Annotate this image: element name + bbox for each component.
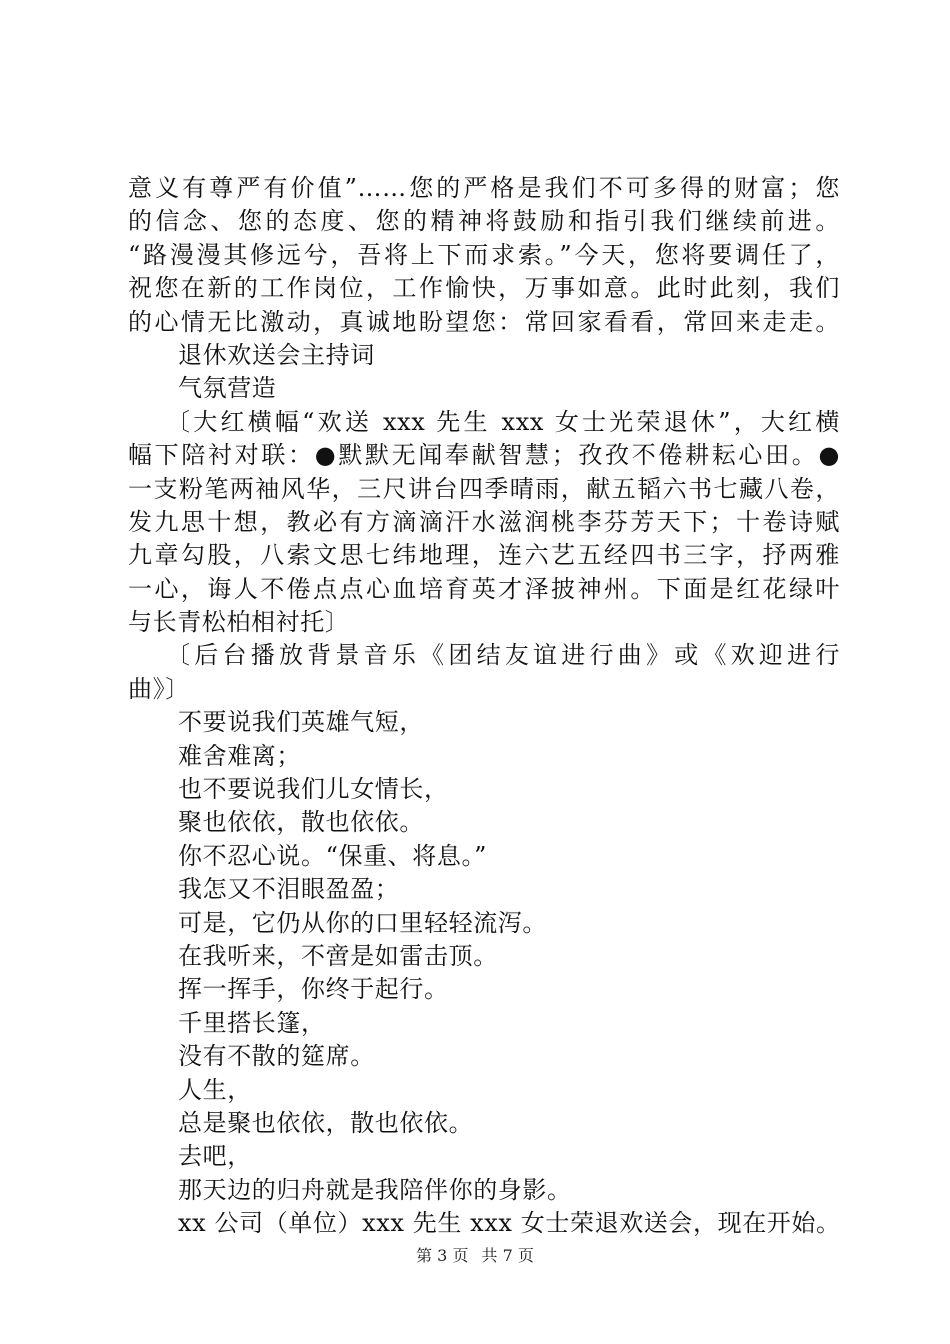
poem-line: 聚也依依，散也依依。 — [178, 808, 424, 837]
document-body — [128, 172, 840, 1241]
paragraph-line: 的信念、您的态度、您的精神将鼓励和指引我们继续前进。 — [128, 207, 840, 236]
paragraph-line: 一支粉笔两袖风华，三尺讲台四季晴雨，献五韬六书七藏八卷， — [128, 474, 840, 503]
poem-line: 也不要说我们儿女情长， — [178, 775, 449, 804]
page-footer — [0, 1243, 950, 1266]
poem-line: 难舍难离； — [178, 741, 301, 770]
poem-line: 千里搭长篷， — [178, 1008, 326, 1037]
poem-line: 去吧， — [178, 1142, 252, 1171]
paragraph-line: 九章勾股，八索文思七纬地理，连六艺五经四书三字，抒两雅 — [128, 541, 840, 570]
poem-line: 可是，它仍从你的口里轻轻流泻。 — [178, 908, 547, 937]
paragraph-line: 意义有尊严有价值”……您的严格是我们不可多得的财富；您 — [128, 174, 840, 202]
opening-announcement: xx 公司（单位）xxx 先生 xxx 女士荣退欢送会，现在开始。 — [178, 1209, 841, 1238]
poem-line: 在我听来，不啻是如雷击顶。 — [178, 941, 498, 970]
poem-line: 人生， — [178, 1075, 252, 1104]
page-total: 共 7 页 — [481, 1246, 534, 1265]
subsection-heading: 气氛营造 — [178, 374, 277, 403]
poem-line: 那天边的归舟就是我陪伴你的身影。 — [178, 1175, 572, 1204]
paragraph-line: 祝您在新的工作岗位，工作愉快，万事如意。此时此刻，我们 — [128, 274, 840, 303]
poem-line: 你不忍心说。“保重、将息。” — [178, 841, 487, 870]
poem-line: 我怎又不泪眼盈盈； — [178, 875, 400, 904]
poem-line: 挥一挥手，你终于起行。 — [178, 975, 449, 1004]
section-heading: 退休欢送会主持词 — [178, 340, 375, 369]
page-number: 第 3 页 — [416, 1246, 469, 1265]
paragraph-line: 〔大红横幅“欢送 xxx 先生 xxx 女士光荣退休”，大红横 — [166, 407, 840, 436]
poem-line: 不要说我们英雄气短， — [178, 708, 424, 737]
paragraph-line: 发九思十想，教必有方滴滴汗水滋润桃李芬芳天下；十卷诗赋 — [128, 507, 840, 536]
paragraph-line: “路漫漫其修远兮，吾将上下而求索。”今天，您将要调任了， — [128, 240, 840, 269]
poem-line: 总是聚也依依，散也依依。 — [178, 1108, 474, 1137]
paragraph-line: 幅下陪衬对联：●默默无闻奉献智慧；孜孜不倦耕耘心田。● — [128, 441, 840, 470]
paragraph-line: 一心，诲人不倦点点心血培育英才泽披神州。下面是红花绿叶 — [128, 574, 840, 603]
paragraph-line: 的心情无比激动，真诚地盼望您：常回家看看，常回来走走。 — [128, 307, 840, 336]
paragraph-line: 与长青松柏相衬托〕 — [128, 608, 350, 637]
poem-line: 没有不散的筵席。 — [178, 1042, 375, 1071]
paragraph-line: 〔后台播放背景音乐《团结友谊进行曲》或《欢迎进行 — [166, 641, 840, 670]
paragraph-line: 曲》〕 — [128, 674, 190, 703]
